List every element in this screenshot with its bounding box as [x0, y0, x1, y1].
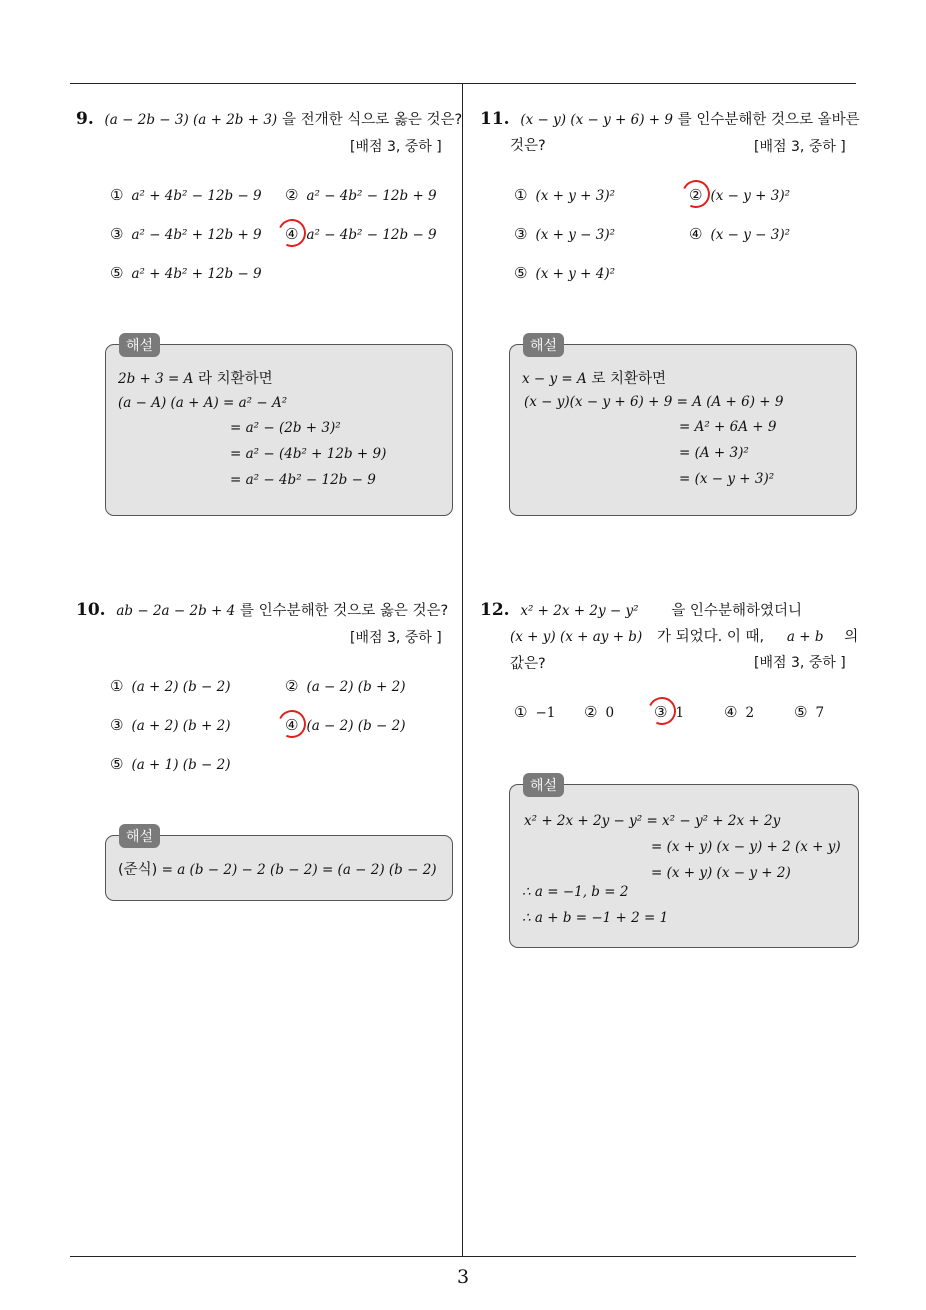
column-divider: [462, 83, 463, 1257]
question-number: 12.: [480, 600, 510, 620]
question-text: 를 인수분해한 것으로 옳은 것은?: [239, 603, 449, 619]
solution-line: = A² + 6A + 9: [679, 419, 777, 435]
question-number: 9.: [76, 109, 94, 129]
q9-choice-2[interactable]: ② a² − 4b² − 12b + 9: [285, 186, 437, 204]
q9-choice-1[interactable]: ① a² + 4b² − 12b − 9: [110, 186, 262, 204]
solution-line: (준식) = a (b − 2) − 2 (b − 2) = (a − 2) (b − 2): [118, 862, 437, 878]
q12-choice-3[interactable]: ③ 1: [654, 703, 685, 721]
question-11-score: [배점 3, 중하 ]: [754, 139, 846, 155]
q12-choice-4[interactable]: ④ 2: [724, 703, 755, 721]
q11-choice-1[interactable]: ① (x + y + 3)²: [514, 186, 616, 204]
q10-choice-3[interactable]: ③ (a + 2) (b + 2): [110, 716, 231, 734]
q12-choice-2[interactable]: ② 0: [584, 703, 615, 721]
page-number: 3: [456, 1266, 470, 1288]
bottom-rule: [70, 1256, 856, 1257]
question-text: 를 인수분해한 것으로 올바른: [677, 112, 860, 128]
q12-choice-5[interactable]: ⑤ 7: [794, 703, 825, 721]
q11-choice-4[interactable]: ④ (x − y − 3)²: [689, 225, 791, 243]
answer-circle-mark: [678, 176, 714, 212]
q12-choice-1[interactable]: ① −1: [514, 703, 556, 721]
question-number: 10.: [76, 600, 106, 620]
solution-tag: 해설: [523, 773, 564, 797]
question-12-stem-line1: [480, 597, 860, 624]
solution-line: = (A + 3)²: [679, 445, 749, 461]
solution-line: 2b + 3 = A 라 치환하면: [118, 371, 273, 387]
answer-circle-mark: [274, 706, 310, 742]
question-9-score: [배점 3, 중하 ]: [350, 139, 442, 155]
question-12-stem-line3: 값은?: [510, 656, 546, 672]
solution-line: = a² − 4b² − 12b − 9: [230, 472, 376, 488]
question-expression: (a − 2b − 3) (a + 2b + 3): [104, 112, 278, 128]
solution-tag: 해설: [119, 824, 160, 848]
solution-line: ∴ a = −1, b = 2: [522, 884, 629, 900]
question-text: 을 인수분해하였더니: [671, 603, 802, 619]
q10-choice-1[interactable]: ① (a + 2) (b − 2): [110, 677, 231, 695]
question-expression: x² + 2x + 2y − y²: [520, 603, 639, 619]
solution-tag: 해설: [523, 333, 564, 357]
solution-line: = (x − y + 3)²: [679, 471, 775, 487]
answer-circle-mark: [644, 693, 680, 729]
q9-choice-3[interactable]: ③ a² − 4b² + 12b + 9: [110, 225, 262, 243]
solution-line: = a² − (4b² + 12b + 9): [230, 446, 387, 462]
answer-circle-mark: [274, 215, 310, 251]
solution-line: = (x + y) (x − y + 2): [651, 865, 791, 881]
solution-line: = (x + y) (x − y) + 2 (x + y): [651, 839, 841, 855]
q11-choice-5[interactable]: ⑤ (x + y + 4)²: [514, 264, 616, 282]
question-11-stem: [480, 106, 860, 133]
q11-choice-2[interactable]: ② (x − y + 3)²: [689, 186, 791, 204]
question-11-stem-line2: 것은?: [510, 138, 546, 154]
solution-line: ∴ a + b = −1 + 2 = 1: [522, 910, 669, 926]
question-10-score: [배점 3, 중하 ]: [350, 630, 442, 646]
solution-line: x² + 2x + 2y − y² = x² − y² + 2x + 2y: [524, 813, 781, 829]
question-text: 을 전개한 식으로 옳은 것은?: [282, 112, 463, 128]
question-12-stem-line2: (x + y) (x + ay + b) 가 되었다. 이 때, a + b 의: [510, 629, 859, 645]
top-rule: [70, 83, 856, 84]
q10-choice-5[interactable]: ⑤ (a + 1) (b − 2): [110, 755, 231, 773]
solution-line: x − y = A 로 치환하면: [522, 371, 667, 387]
q9-choice-5[interactable]: ⑤ a² + 4b² + 12b − 9: [110, 264, 262, 282]
q9-choice-4[interactable]: ④ a² − 4b² − 12b − 9: [285, 225, 437, 243]
q10-choice-2[interactable]: ② (a − 2) (b + 2): [285, 677, 406, 695]
q11-choice-3[interactable]: ③ (x + y − 3)²: [514, 225, 616, 243]
solution-line: (x − y)(x − y + 6) + 9 = A (A + 6) + 9: [524, 394, 784, 410]
solution-tag: 해설: [119, 333, 160, 357]
question-9-stem: [76, 106, 463, 133]
solution-line: = a² − (2b + 3)²: [230, 420, 341, 436]
question-expression: ab − 2a − 2b + 4: [116, 603, 236, 619]
question-10-stem: [76, 597, 460, 624]
q10-choice-4[interactable]: ④ (a − 2) (b − 2): [285, 716, 406, 734]
question-12-score: [배점 3, 중하 ]: [754, 655, 846, 671]
question-number: 11.: [480, 109, 510, 129]
solution-line: (a − A) (a + A) = a² − A²: [118, 395, 288, 411]
question-expression: (x − y) (x − y + 6) + 9: [520, 112, 673, 128]
